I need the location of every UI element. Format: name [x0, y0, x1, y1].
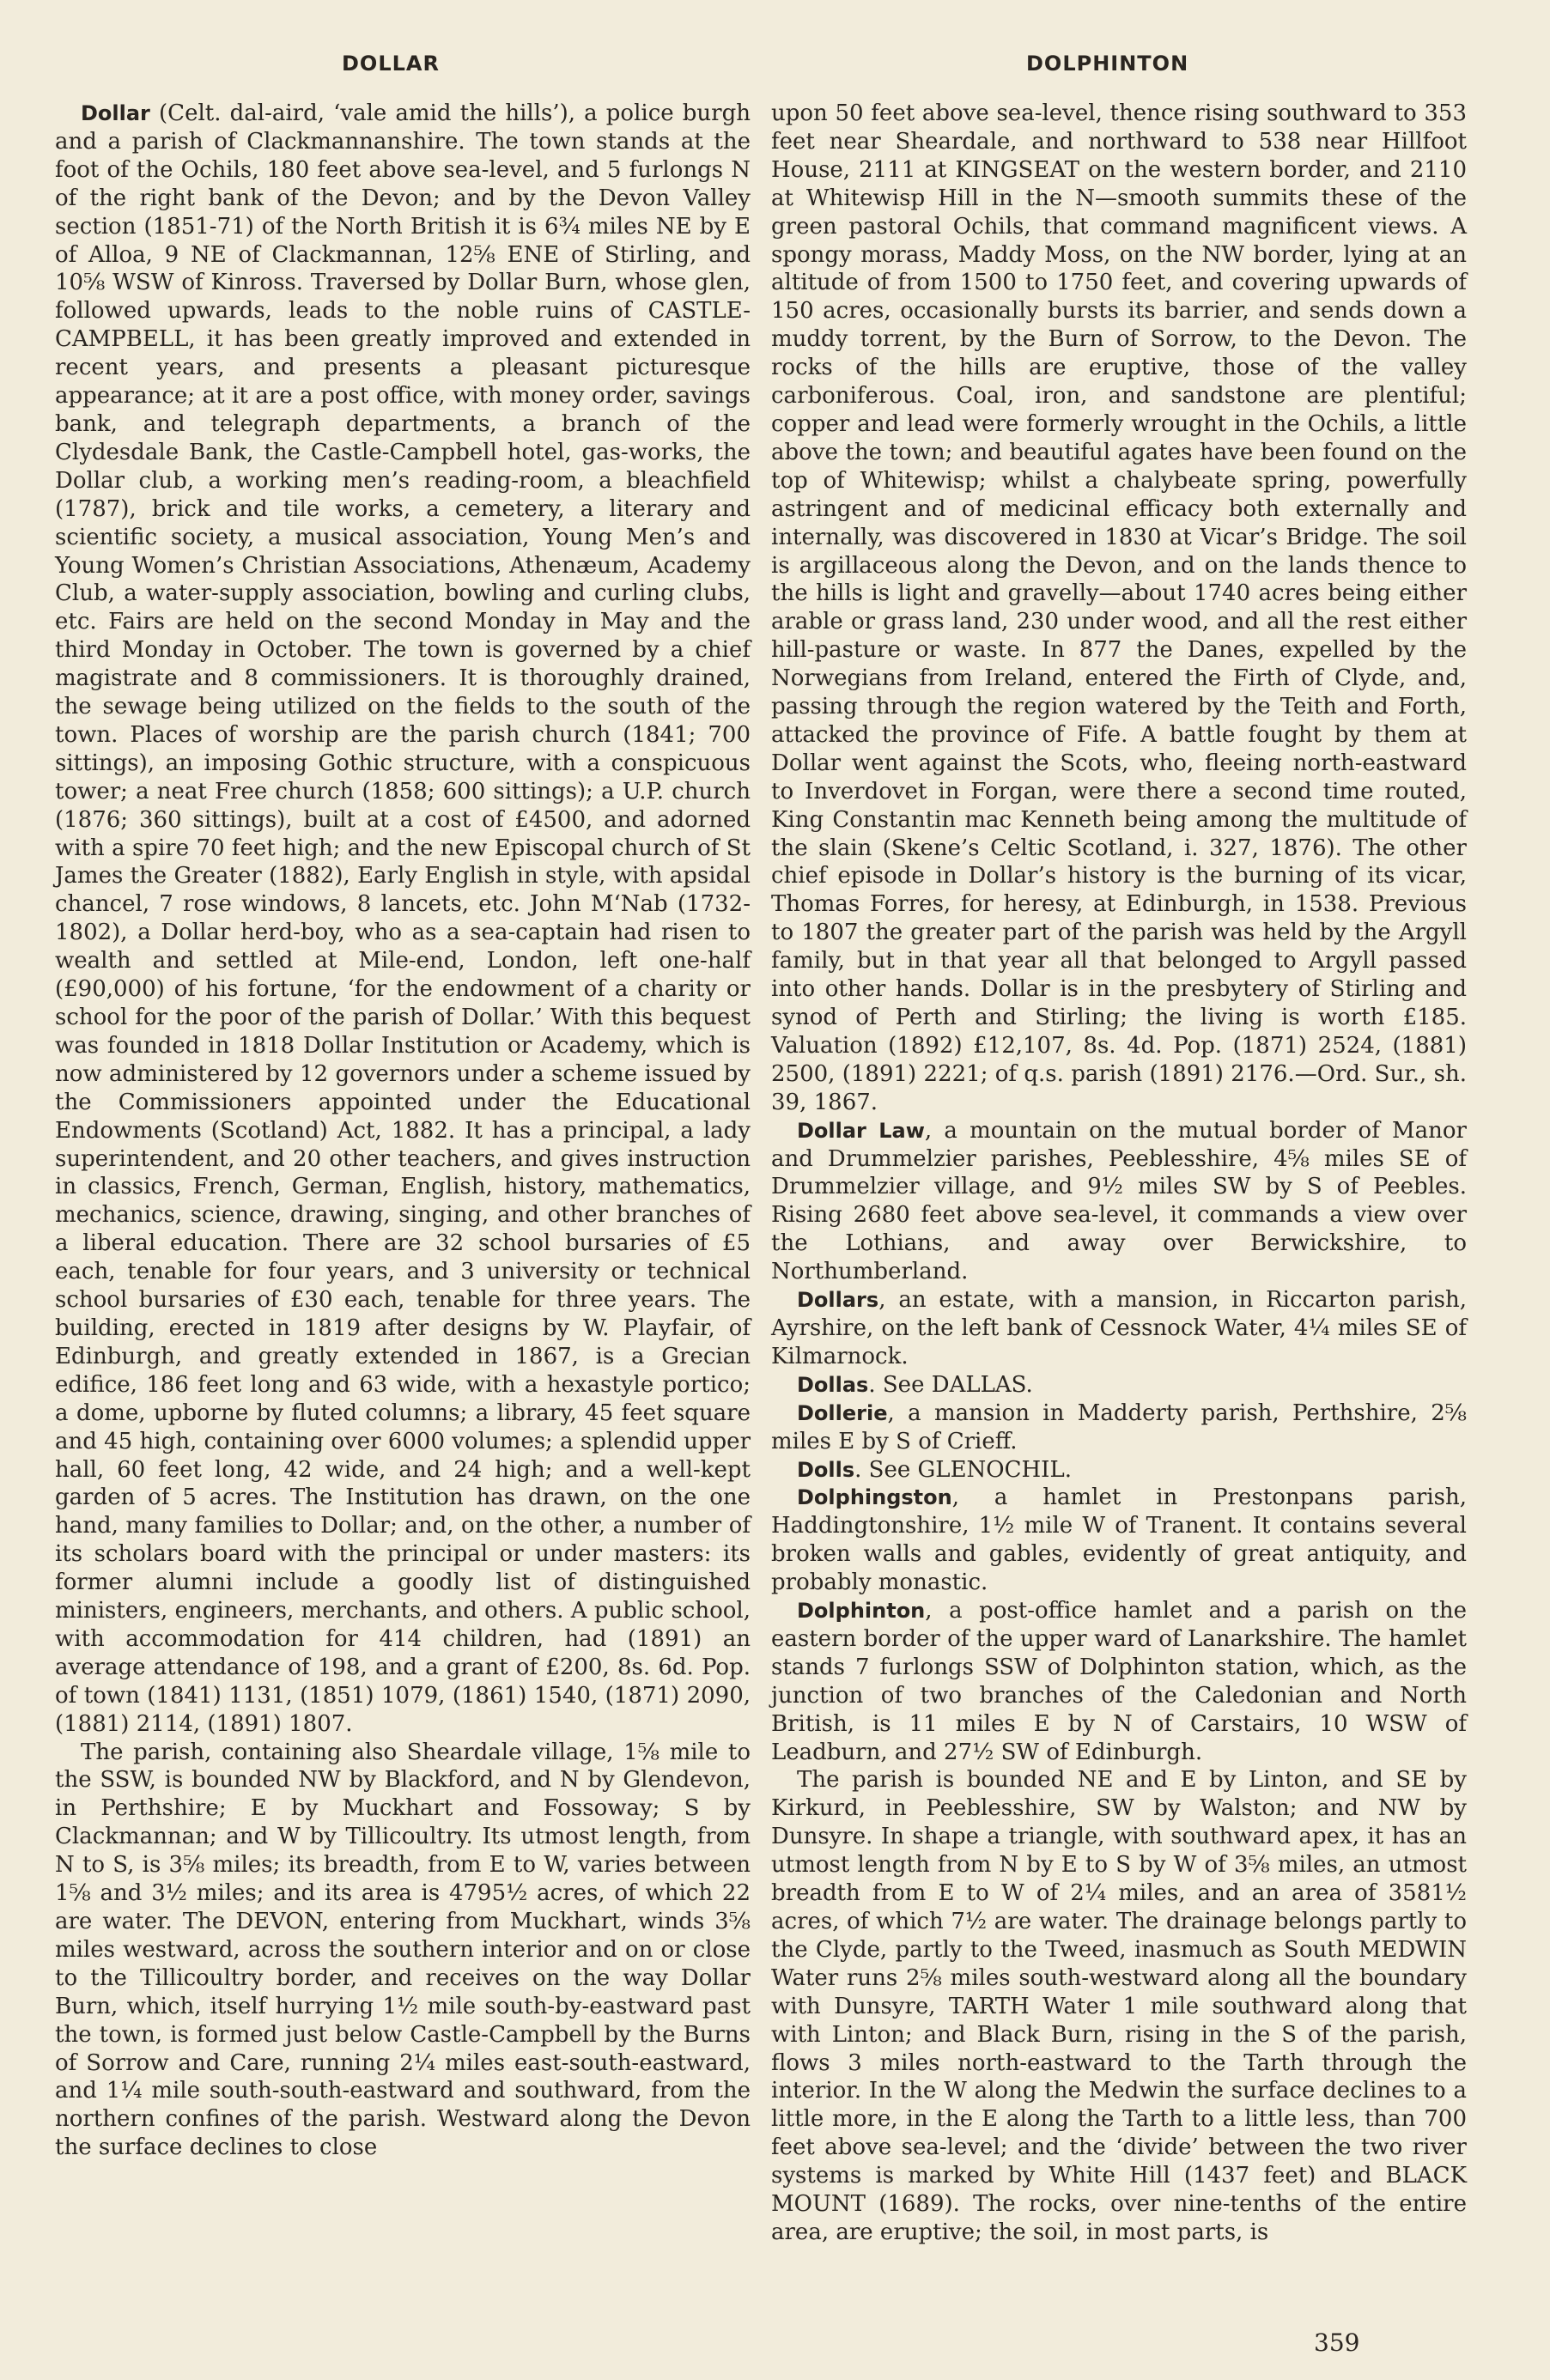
entry-dollerie — [771, 1399, 1467, 1456]
paragraph-dollar-continued: upon 50 feet above sea-level, thence rising southward to 353 feet near Sheardale, and northward to 538 near Hillfoot House, 2111 at KINGSEAT on the western border, and 2110 at Whitewisp Hill in the N—smooth summits these of the green pastoral Ochils, that command magnificent views. A spongy morass, Maddy Moss, on the NW border, lying at an altitude of from 1500 to 1750 feet, and covering upwards of 150 acres, occasionally bursts its barrier, and sends down a muddy torrent, by the Burn of Sorrow, to the Devon. The rocks of the hills are eruptive, those of the valley carboniferous. Coal, iron, and sandstone are plentiful; copper and lead were formerly wrought in the Ochils, a little above the town; and beautiful agates have been found on the top of Whitewisp; whilst a chalybeate spring, powerfully astringent and of medicinal efficacy both externally and internally, was discovered in 1830 at Vicar’s Bridge. The soil is argillaceous along the Devon, and on the lands thence to the hills is light and gravelly—about 1740 acres being either arable or grass land, 230 under wood, and all the rest either hill-pasture or waste. In 877 the Danes, expelled by the Norwegians from Ireland, entered the Firth of Clyde, and, passing through the region watered by the Teith and Forth, attacked the province of Fife. A battle fought by them at Dollar went against the Scots, who, fleeing north-eastward to Inverdovet in Forgan, were there a second time routed, King Constantin mac Kenneth being among the multitude of the slain (Skene’s Celtic Scotland, i. 327, 1876). The other chief episode in Dollar’s history is the burning of its vicar, Thomas Forres, for heresy, at Edinburgh, in 1538. Previous to 1807 the greater part of the parish was held by the Argyll family, but in that year all that belonged to Argyll passed into other hands. Dollar is in the presbytery of Stirling and synod of Perth and Stirling; the living is worth £185. Valuation (1892) £12,107, 8s. 4d. Pop. (1871) 2524, (1881) 2500, (1891) 2221; of q.s. parish (1891) 2176.—Ord. Sur., sh. 39, 1867. — [771, 100, 1467, 1115]
entry-headword: Dollars — [797, 1288, 879, 1313]
entry-dollar-law — [771, 1117, 1467, 1286]
entry-dolls — [771, 1456, 1467, 1484]
entry-text: (Celt. dal-aird, ‘vale amid the hills’), a police burgh and a parish of Clackmannanshire. The town stands at the foot of the Ochils, 180 feet above sea-level, and 5 furlongs N of the right bank of the Devon; and by the Devon Valley section (1851-71) of the North British it is 6¾ miles NE by E of Alloa, 9 NE of Clackmannan, 12⅝ ENE of Stirling, and 10⅝ WSW of Kinross. Traversed by Dollar Burn, whose glen, followed upwards, leads to the noble ruins of CASTLE-CAMPBELL, it has been greatly improved and extended in recent years, and presents a pleasant picturesque appearance; at it are a post office, with money order, savings bank, and telegraph departments, a branch of the Clydesdale Bank, the Castle-Campbell hotel, gas-works, the Dollar club, a working men’s reading-room, a bleachfield (1787), brick and tile works, a cemetery, a literary and scientific society, a musical association, Young Men’s and Young Women’s Christian Associations, Athenæum, Academy Club, a water-supply association, bowling and curling clubs, etc. Fairs are held on the second Monday in May and the third Monday in October. The town is governed by a chief magistrate and 8 commissioners. It is thoroughly drained, the sewage being utilized on the fields to the south of the town. Places of worship are the parish church (1841; 700 sittings), an imposing Gothic structure, with a conspicuous tower; a neat Free church (1858; 600 sittings); a U.P. church (1876; 360 sittings), built at a cost of £4500, and adorned with a spire 70 feet high; and the new Episcopal church of St James the Greater (1882), Early English in style, with apsidal chancel, 7 rose windows, 8 lancets, etc. John M‘Nab (1732-1802), a Dollar herd-boy, who as a sea-captain had risen to wealth and settled at Mile-end, London, left one-half (£90,000) of his fortune, ‘for the endowment of a charity or school for the poor of the parish of Dollar.’ With this bequest was founded in 1818 Dollar Institution or Academy, which is now administered by 12 governors under a scheme issued by the Commissioners appointed under the Educational Endowments (Scotland) Act, 1882. It has a principal, a lady superintendent, and 20 other teachers, and gives instruction in classics, French, German, English, history, mathematics, mechanics, science, drawing, singing, and other branches of a liberal education. There are 32 school bursaries of £5 each, tenable for four years, and 3 university or technical school bursaries of £30 each, tenable for three years. The building, erected in 1819 after designs by W. Playfair, of Edinburgh, and greatly extended in 1867, is a Grecian edifice, 186 feet long and 63 wide, with a hexastyle portico; a dome, upborne by fluted columns; a library, 45 feet square and 45 high, containing over 6000 volumes; a splendid upper hall, 60 feet long, 42 wide, and 24 high; and a well-kept garden of 5 acres. The Institution has drawn, on the one hand, many families to Dollar; and, on the other, a number of its scholars board with the principal or under masters: its former alumni include a goodly list of distinguished ministers, engineers, merchants, and others. A public school, with accommodation for 414 children, had (1891) an average attendance of 198, and a grant of £200, 8s. 6d. Pop. of town (1841) 1131, (1851) 1079, (1861) 1540, (1871) 2090, (1881) 2114, (1891) 1807. — [55, 100, 751, 1737]
paragraph-dolphinton-parish: The parish is bounded NE and E by Linton, and SE by Kirkurd, in Peeblesshire, SW by Walston; and NW by Dunsyre. In shape a triangle, with southward apex, it has an utmost length from N by E to S by W of 3⅝ miles, an utmost breadth from E to W of 2¼ miles, and an area of 3581½ acres, of which 7½ are water. The drainage belongs partly to the Clyde, partly to the Tweed, inasmuch as South MEDWIN Water runs 2⅝ miles south-westward along all the boundary with Dunsyre, TARTH Water 1 mile southward along that with Linton; and Black Burn, rising in the S of the parish, flows 3 miles north-eastward to the Tarth through the interior. In the W along the Medwin the surface declines to a little more, in the E along the Tarth to a little less, than 700 feet above sea-level; and the ‘divide’ between the two river systems is marked by White Hill (1437 feet) and BLACK MOUNT (1689). The rocks, over nine-tenths of the entire area, are eruptive; the soil, in most parts, is — [771, 1767, 1467, 2245]
entry-headword: Dolls — [797, 1457, 855, 1482]
entry-headword: Dollar — [81, 101, 150, 125]
entry-dollars — [771, 1286, 1467, 1371]
page-number: 359 — [1314, 2328, 1360, 2357]
entry-dollas — [771, 1371, 1467, 1399]
entry-dolphingston — [771, 1484, 1467, 1597]
entry-text: , a mountain on the mutual border of Manor and Drummelzier parishes, Peeblesshire, 4⅝ miles SE of Drummelzier village, and 9½ miles SW by S of Peebles. Rising 2680 feet above sea-level, it commands a view over the Lothians, and away over Berwickshire, to Northumberland. — [771, 1117, 1467, 1285]
entry-text: , a post-office hamlet and a parish on the eastern border of the upper ward of Lanarkshire. The hamlet stands 7 furlongs SSW of Dolphinton station, which, as the junction of two branches of the Caledonian and North British, is 11 miles E by N of Carstairs, 10 WSW of Leadburn, and 27½ SW of Edinburgh. — [771, 1598, 1467, 1765]
entry-headword: Dolphingston — [797, 1485, 952, 1510]
left-column — [55, 100, 751, 2162]
running-head-right: DOLPHINTON — [1026, 52, 1189, 76]
entry-text: , an estate, with a mansion, in Riccarton parish, Ayrshire, on the left bank of Cessnock Water, 4¼ miles SE of Kilmarnock. — [771, 1287, 1467, 1369]
entry-headword: Dollerie — [797, 1400, 888, 1425]
entry-dollar — [55, 100, 751, 1739]
entry-text: , a mansion in Madderty parish, Perthshire, 2⅝ miles E by S of Crieff. — [771, 1399, 1467, 1454]
entry-headword: Dollar Law — [797, 1118, 925, 1143]
entry-text: . See GLENOCHIL. — [854, 1456, 1072, 1483]
entry-text: , a hamlet in Prestonpans parish, Haddingtonshire, 1½ mile W of Tranent. It contains several broken walls and gables, evidently of great antiquity, and probably monastic. — [771, 1484, 1467, 1596]
entry-headword: Dolphinton — [797, 1599, 926, 1624]
running-head-left: DOLLAR — [342, 52, 440, 76]
paragraph-dollar-parish: The parish, containing also Sheardale village, 1⅝ mile to the SSW, is bounded NW by Blackford, and N by Glendevon, in Perthshire; E by Muckhart and Fossoway; S by Clackmannan; and W by Tillicoultry. Its utmost length, from N to S, is 3⅝ miles; its breadth, from E to W, varies between 1⅝ and 3½ miles; and its area is 4795½ acres, of which 22 are water. The DEVON, entering from Muckhart, winds 3⅝ miles westward, across the southern interior and on or close to the Tillicoultry border, and receives on the way Dollar Burn, which, itself hurrying 1½ mile south-by-eastward past the town, is formed just below Castle-Campbell by the Burns of Sorrow and Care, running 2¼ miles east-south-eastward, and 1¼ mile south-south-eastward and southward, from the northern confines of the parish. Westward along the Devon the surface declines to close — [55, 1739, 751, 2161]
entry-dolphinton — [771, 1597, 1467, 1766]
right-column — [771, 100, 1467, 2247]
entry-headword: Dollas — [797, 1372, 869, 1397]
entry-text: . See DALLAS. — [868, 1371, 1033, 1398]
